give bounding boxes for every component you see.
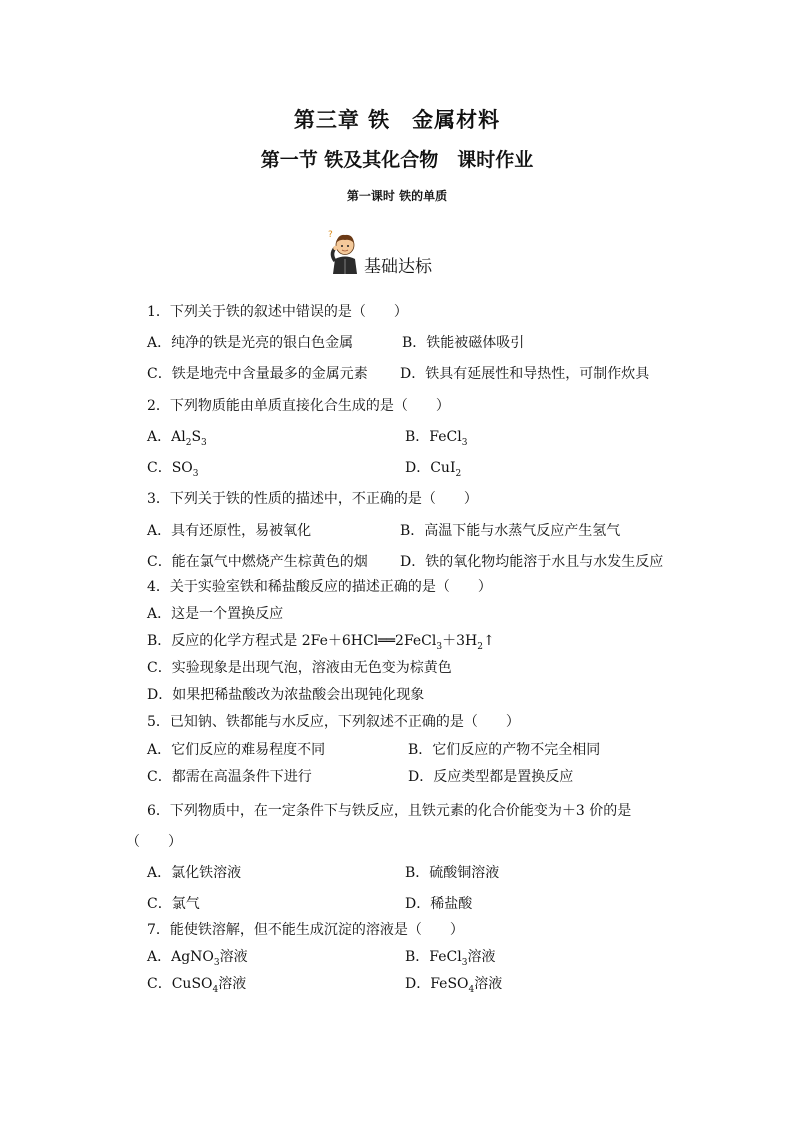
badge-label: 基础达标	[364, 257, 432, 277]
q4-option-d: D．如果把稀盐酸改为浓盐酸会出现钝化现象	[147, 687, 425, 703]
q1-option-a: A．纯净的铁是光亮的银白色金属	[147, 335, 354, 351]
q6-option-d: D．稀盐酸	[405, 896, 473, 912]
q7-option-d: D．FeSO$_4$溶液	[405, 976, 503, 995]
q6-option-c: C．氯气	[147, 896, 200, 912]
question-6-stem: 6．下列物质中，在一定条件下与铁反应，且铁元素的化合价能变为＋3 价的是	[147, 803, 632, 819]
q7-option-c: C．CuSO$_4$溶液	[147, 976, 247, 995]
q5-option-b: B．它们反应的产物不完全相同	[408, 742, 601, 758]
q7-option-b: B．FeCl$_3$溶液	[405, 949, 496, 968]
question-4-stem: 4．关于实验室铁和稀盐酸反应的描述正确的是（ ）	[147, 579, 492, 595]
q4-option-c: C．实验现象是出现气泡，溶液由无色变为棕黄色	[147, 660, 452, 676]
q4-option-a: A．这是一个置换反应	[147, 606, 284, 622]
q1-option-c: C．铁是地壳中含量最多的金属元素	[147, 366, 368, 382]
q1-option-d: D．铁具有延展性和导热性，可制作炊具	[400, 366, 650, 382]
chapter-title: 第三章 铁 金属材料	[293, 107, 501, 132]
q3-option-b: B．高温下能与水蒸气反应产生氢气	[400, 523, 621, 539]
thinking-student-icon	[326, 228, 366, 274]
q2-option-a: A．$Al_2S_3$	[147, 429, 207, 448]
q5-option-a: A．它们反应的难易程度不同	[147, 742, 326, 758]
q6-option-b: B．硫酸铜溶液	[405, 865, 500, 881]
q3-option-a: A．具有还原性，易被氧化	[147, 523, 312, 539]
question-1-stem: 1．下列关于铁的叙述中错误的是（ ）	[147, 304, 408, 320]
q7-option-a: A．AgNO$_3$溶液	[147, 949, 248, 968]
lesson-title: 第一课时 铁的单质	[346, 189, 448, 203]
q3-option-c: C．能在氯气中燃烧产生棕黄色的烟	[147, 554, 368, 570]
q1-option-b: B．铁能被磁体吸引	[402, 335, 525, 351]
q2-option-c: C．$SO_3$	[147, 460, 199, 479]
q5-option-c: C．都需在高温条件下进行	[147, 769, 312, 785]
q2-option-b: B．FeCl$_3$	[405, 429, 468, 448]
question-3-stem: 3．下列关于铁的性质的描述中，不正确的是（ ）	[147, 491, 478, 507]
q2-option-d: D．CuI$_2$	[405, 460, 462, 479]
section-title: 第一节 铁及其化合物 课时作业	[260, 149, 534, 171]
question-2-stem: 2．下列物质能由单质直接化合生成的是（ ）	[147, 398, 450, 414]
q3-option-d: D．铁的氧化物均能溶于水且与水发生反应	[400, 554, 664, 570]
q6-option-a: A．氯化铁溶液	[147, 865, 242, 881]
q4-option-b: B．反应的化学方程式是 $2Fe+6HCl══2FeCl_3+3H_2↑$	[147, 633, 495, 652]
svg-text:?: ?	[328, 230, 333, 240]
question-5-stem: 5．已知钠、铁都能与水反应，下列叙述不正确的是（ ）	[147, 714, 520, 730]
question-7-stem: 7．能使铁溶解，但不能生成沉淀的溶液是（ ）	[147, 922, 464, 938]
question-6-stem-continuation: （ ）	[126, 834, 182, 850]
q5-option-d: D．反应类型都是置换反应	[408, 769, 574, 785]
